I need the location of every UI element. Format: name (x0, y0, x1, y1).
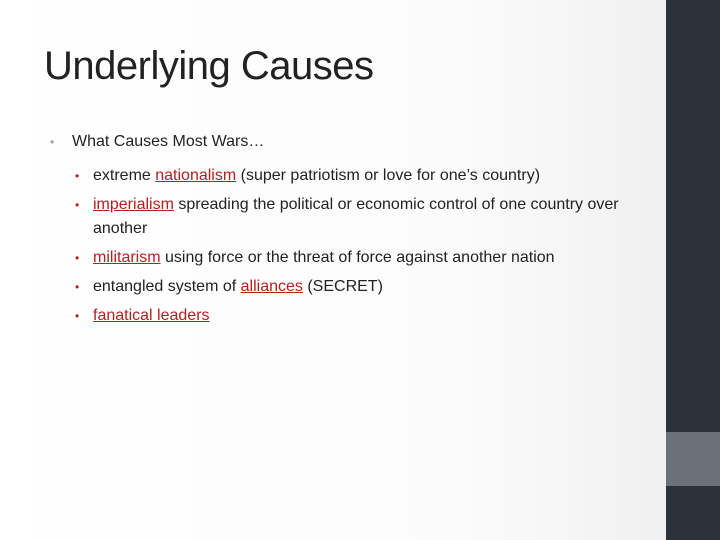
item-post-text: spreading the political or economic control of one country over another (93, 196, 619, 237)
sidebar-decoration-top (666, 0, 720, 432)
cause-list (75, 164, 655, 333)
item-post-text: (SECRET) (302, 278, 383, 295)
item-post-text: using force or the threat of force against another nation (160, 249, 555, 266)
bullet-icon: • (75, 169, 80, 183)
bullet-icon: • (75, 198, 80, 212)
slide-title: Underlying Causes (44, 44, 374, 88)
bullet-icon: • (75, 309, 80, 323)
level1-text: What Causes Most Wars… (72, 133, 265, 150)
item-post-text: (super patriotism or love for one’s country) (236, 167, 541, 184)
term-link-fanatical-leaders[interactable]: fanatical leaders (93, 307, 210, 324)
list-item-militarism (75, 246, 655, 270)
list-item-fanatical-leaders (75, 304, 655, 328)
item-pre-text: extreme (93, 167, 156, 184)
list-item-nationalism (75, 164, 655, 188)
bullet-icon: • (50, 135, 55, 149)
level1-bullet-item (50, 133, 264, 151)
list-item-alliances (75, 275, 655, 299)
term-link-alliances[interactable]: alliances (240, 278, 303, 295)
bullet-icon: • (75, 280, 80, 294)
sidebar-decoration-bottom (666, 486, 720, 540)
sidebar-decoration-middle (666, 432, 720, 486)
term-link-imperialism[interactable]: imperialism (93, 196, 174, 213)
term-link-nationalism[interactable]: nationalism (155, 167, 237, 184)
item-pre-text: entangled system of (93, 278, 241, 295)
term-link-militarism[interactable]: militarism (93, 249, 161, 266)
list-item-imperialism (75, 193, 655, 241)
bullet-icon: • (75, 251, 80, 265)
